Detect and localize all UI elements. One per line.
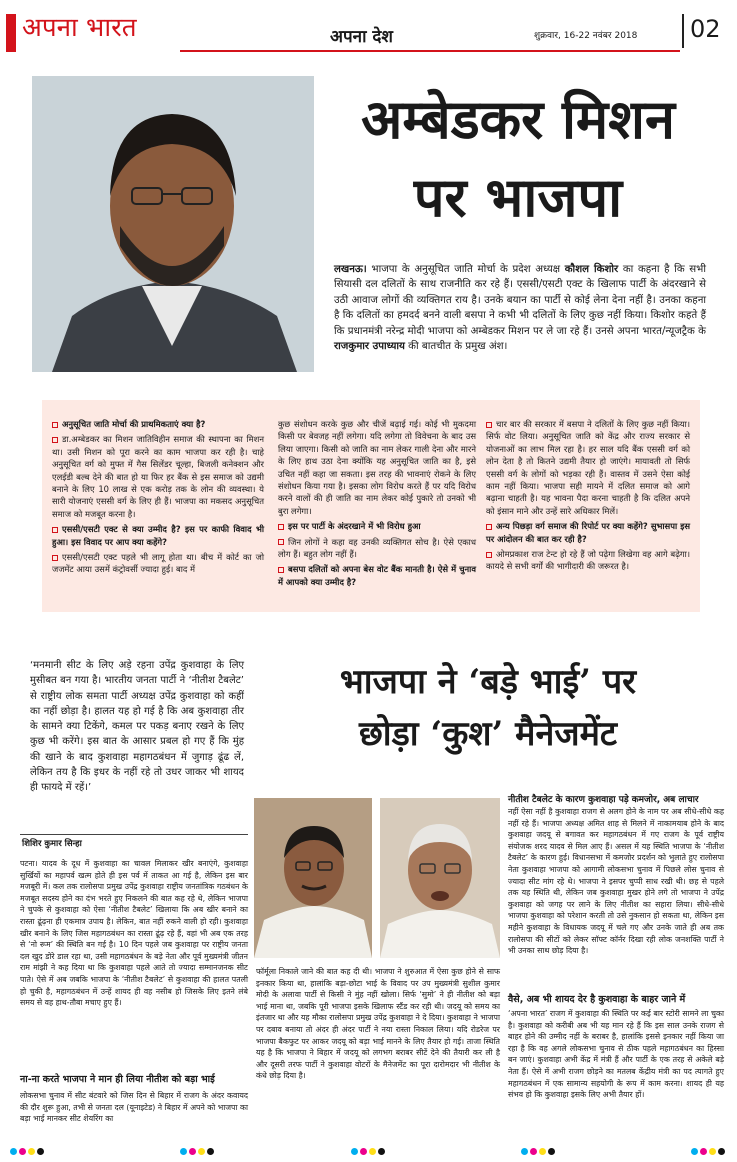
intro-text-1: भाजपा के अनुसूचित जाति मोर्चा के प्रदेश अध्यक्ष [366, 264, 565, 275]
portrait-upendra-kushwaha [254, 798, 372, 958]
intro-name: कौशल किशोर [564, 264, 619, 275]
intro-dateline: लखनऊ। [334, 264, 367, 275]
square-bullet-icon [486, 422, 492, 428]
question: बसपा दलितों को अपना बेस वोट बैंक मानती है। ऐसे में चुनाव में आपको क्या उम्मीद है? [278, 564, 476, 587]
qa-item [52, 418, 264, 430]
answer: जिन लोगों ने कहा वह उनकी व्यक्तिगत सोच है। ऐसे एकाध लोग हैं। बहुत लोग नहीं हैं। [278, 536, 476, 560]
story2-body-4: नहीं ऐसा नहीं है कुशवाहा राजग से अलग होने के नाम पर अब सीधे-सीधे कह नहीं रहे हैं। भाजपा अध्यक्ष अमित शाह से मिलने में नाकामयाब होने के बाद कुशवाहा जदयू से बगावत कर महागठबंधन में गए राजग के पूर्व राष्ट्रीय संयोजक शरद यादव से मिल आए हैं। असल में यह स्थिति भाजपा के ‘नीतीश टैबलेट’ के कारण हुई। विधानसभा में कमजोर प्रदर्शन को भुलाते हुए रालोसपा नेता कुशवाहा भाजपा को आगामी लोकसभा चुनाव में पिछले लोस चुनाव से ज्यादा सीट मांग रहे थे। भाजपा ने इसपर चुप्पी साध रखी थी। छह से पहले तक यह स्थिति थी, लेकिन जब कुशवाहा मुखर होने लगे तो भाजपा ने उपेंद्र कुशवाहा को जगह पर लाने के लिए नीतीश का सहारा लिया। सीधे-सीधे भाजपा कुशवाहा को परेशान करती तो उसे नुकसान हो सकता था, लेकिन इस महीने कुशवाहा के विधायक जदयू में चले गए और उनके जाते ही अब तक रालोसपा की सीटों को लेकर सॉफ्ट कॉर्नर दिखा रही लोक जनशक्ति पार्टी ने भी उनका साथ छोड़ दिया है। [508, 807, 724, 956]
qa-item [486, 548, 690, 573]
section-title: अपना देश [330, 27, 393, 47]
story2-body-5: ‘अपना भारत’ राजग में कुशवाहा की स्थिति पर कई बार स्टोरी सामने ला चुका है। कुशवाहा को करीबी अब भी यह मान रहे हैं कि इस साल उनके राजग से बाहर होने की उम्मीद नहीं के बराबर है, हालांकि इससे इनकार नहीं किया जा रहा है कि वह अगले लोकसभा चुनाव से ठीक पहले महागठबंधन का हिस्सा बन जाएं। कुशवाहा अभी केंद्र में मंत्री हैं और पार्टी के एक तरह से अकेले बड़े नेता हैं। ऐसे में अभी राजग छोड़ने का मतलब केंद्रीय मंत्री का पद त्यागते हुए महागठबंधन में एक सामान्य सहयोगी के रूप में काम करना। शायद ही यह संभव हो कि कुशवाहा इसके लिए अभी तैयार हों। [508, 1009, 724, 1100]
story2-body-3: फॉर्मूला निकाले जाने की बात कह दी थी। भाजपा ने शुरुआत में ऐसा कुछ होने से साफ इनकार किया था, हालांकि बड़ा-छोटा भाई के विवाद पर उप मुख्यमंत्री सुशील कुमार मोदी के अलावा पार्टी से किसी ने मुंह नहीं खोला। सिर्फ ‘सुमो’ ने ही नीतीश को बड़ा भाई माना था, जबकि पूरी भाजपा इसके खिलाफ स्टैंड कर रही थी। जदयू को समय का इंतजार था और यह मौका रालोसपा प्रमुख उपेंद्र कुशवाहा ने दे दिया। कुशवाहा ने भाजपा पर दबाव बनाया तो अंदर ही अंदर पार्टी ने नया रास्ता निकाल लिया। यदि रोडरेज पर भाजपा बैकफुट पर आकर जदयू को बड़ा भाई मानने के लिए तैयार हो गई। ताजा स्थिति यह है कि भाजपा ने बिहार में जदयू को लगभग बराबर सीटें देने की तैयारी कर ली है और दूसरी तरफ पार्टी ने कुशवाहा वोटरों के मैनेजमेंट का पूरा दारोमदार भी नीतीश के कंधे छोड़ दिया है। [256, 967, 500, 1081]
page-divider [682, 14, 684, 48]
cmyk-mark [351, 1140, 387, 1150]
question: अन्य पिछड़ा वर्ग समाज की रिपोर्ट पर क्या कहेंगे? सुभासपा इस पर आंदोलन की बात कर रही है? [486, 521, 690, 544]
story2-subhead-3: वैसे, अब भी शायद देर है कुशवाहा के बाहर जाने में [508, 994, 686, 1005]
answer: चार बार की सरकार में बसपा ने दलितों के लिए कुछ नहीं किया। सिर्फ वोट लिया। अनुसूचित जाति को केंद्र और राज्य सरकार से योजनाओं का लाभ मिल रहा है। हर साल यदि बैंक एससी वर्ग को लोन देता है तो कितने उद्यमी तैयार हो जाएंगे। मायावती तो सिर्फ एससी वर्ग के लोगों को भड़का रही हैं। वास्तव में उसने ऐसा कोई काम नहीं किया। भाजपा सही मायने में दलित समाज को आगे बढ़ाना चाहती है। यह भावना पैदा करना चाहती है कि दलित अपने को इंसान माने और उन्हें सारे अधिकार मिलें। [486, 419, 690, 516]
square-bullet-icon [486, 524, 492, 530]
portrait-nitish-kumar [380, 798, 500, 958]
interview-col-2 [278, 418, 476, 591]
story2-headline-line2: छोड़ा ‘कुश’ मैनेजमेंट [358, 714, 618, 754]
story2-headline-line1: भाजपा ने ‘बड़े भाई’ पर [339, 662, 637, 702]
story2-body-1: पटना। यादव के दूध में कुशवाहा का चावल मिलाकर खीर बनाएंगे, कुशवाहा सुर्खियों का महापर्व खत्म होते ही इस पर्व में ताकत आ गई है, लेकिन इस बार मजबूरी में। कल तक रालोसपा प्रमुख उपेंद्र कुशवाहा राष्ट्रीय जनतांत्रिक गठबंधन के मजबूत सदस्य होने का दंभ भरते हुए निकलने की बात कह रहे थे, लेकिन भाजपा ने चुपके से कुशवाहा को ऐसा ‘नीतीश टैबलेट’ खिलाया कि अब खीर बनाने का रास्ता ढूंढ़ना ही एकमात्र उपाय है। लेकिन, बात नहीं रुकने वाली हो रही। कुशवाहा खीर बनाने के लिए जिस महागठबंधन का रास्ता ढूंढ़ रहे हैं, वहां भी अब एक तरह से ‘नो रूम’ की स्थिति बन गई है। 10 दिन पहले जब कुशवाहा पर राष्ट्रीय जनता दल खुद डोरे डाल रहा था, उसी महागठबंधन के बड़े नेता और पूर्व मुख्यमंत्री जीतन राम मांझी ने कह दिया था कि कुशवाहा पहले आते तो ज्यादा सम्मानजनक सीट पाते। ऐसे में अब जबकि भाजपा के ‘नीतीश टैबलेट’ से कुशवाहा की हालत पतली हो चुकी है, महागठबंधन में उन्हें शायद ही वह नसीब हो जिसके लिए इतने लंबे समय से वह हाथ-तौबा मचाए हुए हैं। [20, 859, 248, 1008]
answer: ओमप्रकाश राज टेन्ट हो रहे हैं जो पढ़ेगा लिखेगा वह आगे बढ़ेगा। कायदे से सभी वर्गों की भागीदारी की जरूरत है। [486, 549, 690, 572]
story2-subhead-2: नीतीश टैबलेट के कारण कुशवाहा पड़े कमजोर, अब लाचार [508, 795, 699, 805]
qa-item [486, 418, 690, 517]
qa-item [278, 563, 476, 588]
print-color-marks [10, 1140, 727, 1150]
story1-photo [32, 76, 314, 372]
qa-item [486, 520, 690, 545]
byline-rule [20, 834, 248, 835]
square-bullet-icon [278, 539, 284, 545]
story2-body-2: लोकसभा चुनाव में सीट बंटवारे को जिस दिन से बिहार में राजग के अंदर कवायद की दौर शुरू हुआ, तभी से जनता दल (यूनाइटेड) ने बिहार में अपने को भाजपा का बड़ा भाई मानकर सीट शेयरिंग का [20, 1091, 248, 1124]
cmyk-mark [10, 1140, 46, 1150]
square-bullet-icon [486, 552, 492, 558]
qa-item [278, 520, 476, 532]
brand-title: अपना भारत [22, 13, 137, 43]
story2-pullquote: ‘मनमानी सीट के लिए अड़े रहना उपेंद्र कुशवाहा के लिए मुसीबत बन गया है। भारतीय जनता पार्टी ने ‘नीतीश टैबलेट’ से राष्ट्रीय लोक समता पार्टी अध्यक्ष उपेंद्र कुशवाहा को कहीं का नहीं छोड़ा है। हालत यह हो गई है कि अब कुशवाहा तीर के सामने क्या टिकेंगे, कमल पर पकड़ बनाए रखने के लिए कुछ भी करेंगे। इस बात के आसार प्रबल हो गए हैं कि मुंह की खाने के बाद कुशवाहा महागठबंधन में जुगाड़ ढूंढ लें, लेकिन तय है कि इधर के नहीं रहे तो उधर जाकर भी शायद ही फायदे में रहें।’ [30, 660, 244, 794]
portrait-kaushal-kishore [32, 76, 314, 372]
square-bullet-icon [278, 524, 284, 530]
square-bullet-icon [52, 437, 58, 443]
masthead [0, 0, 737, 58]
answer: डा.अम्बेडकर का मिशन जातिविहीन समाज की स्थापना का मिशन था। उसी मिशन को पूरा करने का काम भाजपा कर रही है। चाहे अनुसूचित वर्ग को मुफ्त में गैस सिलेंडर चूल्हा, बिजली कनेक्शन और एलईडी बल्ब देने की बात हो या फिर हर बैंक से इस समाज को उद्यमी बनाने के लिए 10 लाख से एक करोड़ तक के लोन की व्यवस्था। ये सारी योजनाएं एससी वर्ग के लिए ही हैं। भाजपा का मकसद अनुसूचित समाज को मजबूत करना है। [52, 434, 264, 519]
story2-photo-nitish [380, 798, 500, 958]
brand-red-bar [6, 14, 16, 52]
qa-item [52, 523, 264, 548]
qa-item [52, 551, 264, 576]
story2-photo-kushwaha [254, 798, 372, 958]
story2-headline [252, 656, 724, 760]
square-bullet-icon [52, 527, 58, 533]
cmyk-mark [691, 1140, 727, 1150]
issue-date: शुक्रवार, 16-22 नवंबर 2018 [534, 31, 638, 41]
qa-item [278, 536, 476, 561]
story1-intro [334, 262, 706, 354]
question: इस पर पार्टी के अंदरखाने में भी विरोध हुआ [288, 521, 421, 532]
story1-headline-line1: अम्बेडकर मिशन [361, 87, 675, 151]
story1-headline [318, 80, 718, 236]
qa-item [52, 433, 264, 520]
square-bullet-icon [278, 567, 284, 573]
question: अनुसूचित जाति मोर्चा की प्राथमिकताएं क्या है? [62, 419, 206, 429]
square-bullet-icon [52, 555, 58, 561]
page-number: 02 [690, 15, 721, 43]
intro-text-2: का कहना है कि सभी सियासी दल दलितों के साथ राजनीति कर रहे हैं। एससी/एसटी एक्ट के खिलाफ पार्टी के अंदरखाने से उठी आवाज लोगों की व्यक्तिगत राय है। उनके बयान का पार्टी से कोई लेना देना नहीं है। उनका कहना है कि दलितों का हमदर्द बनने वाली बसपा ने कभी भी दलितों के लिए कुछ नहीं किया। किशोर कहते हैं कि प्रधानमंत्री नरेन्द्र मोदी भाजपा को अम्बेडकर मिशन पर ले जा रहे हैं। उनसे अपना भारत/न्यूजट्रैक के [334, 264, 706, 337]
interview-col-3 [486, 418, 690, 576]
cmyk-mark [180, 1140, 216, 1150]
question: एससी/एसटी एक्ट से क्या उम्मीद है? इस पर काफी विवाद भी हुआ। इस विवाद पर आप क्या कहेंगे? [52, 524, 264, 547]
answer: कुछ संशोधन करके कुछ और चीजें बढ़ाई गई। कोई भी मुकदमा किसी पर बेवजह नहीं लगेगा। यदि लगेगा तो विवेचना के बाद उस लिया जाएगा। किसी को जाति का नाम लेकर गाली देना और मारने के लिए हाथ उठा देना क्योंकि यह अनुसूचित जाति का है, इसे उचित नहीं कहा जा सकता। इस तरह की भावनाएं रोकने के लिए संशोधन किया गया है। इसका लोग विरोध करते हैं पर यदि विरोध करने वालों की ही जाति का नाम लेकर कोई पुकारे तो उनको भी बुरा लगेगा। [278, 419, 476, 516]
story2-subhead-1: ना-ना करते भाजपा ने मान ही लिया नीतीश को बड़ा भाई [20, 1074, 215, 1085]
square-bullet-icon [52, 422, 58, 428]
cmyk-mark [521, 1140, 557, 1150]
masthead-rule-left [180, 50, 680, 52]
byline: शिशिर कुमार सिन्हा [22, 839, 82, 849]
interview-col-1 [52, 418, 264, 579]
intro-reporter: राजकुमार उपाध्याय [334, 341, 405, 353]
answer: एससी/एसटी एक्ट पहले भी लागू होता था। बीच में कोर्ट का जो जजमेंट आया उसमें कंट्रोवर्सी ज्यादा हुई। बाद में [52, 552, 264, 575]
story1-headline-line2: पर भाजपा [413, 165, 623, 229]
intro-text-3: की बातचीत के प्रमुख अंश। [404, 341, 508, 353]
